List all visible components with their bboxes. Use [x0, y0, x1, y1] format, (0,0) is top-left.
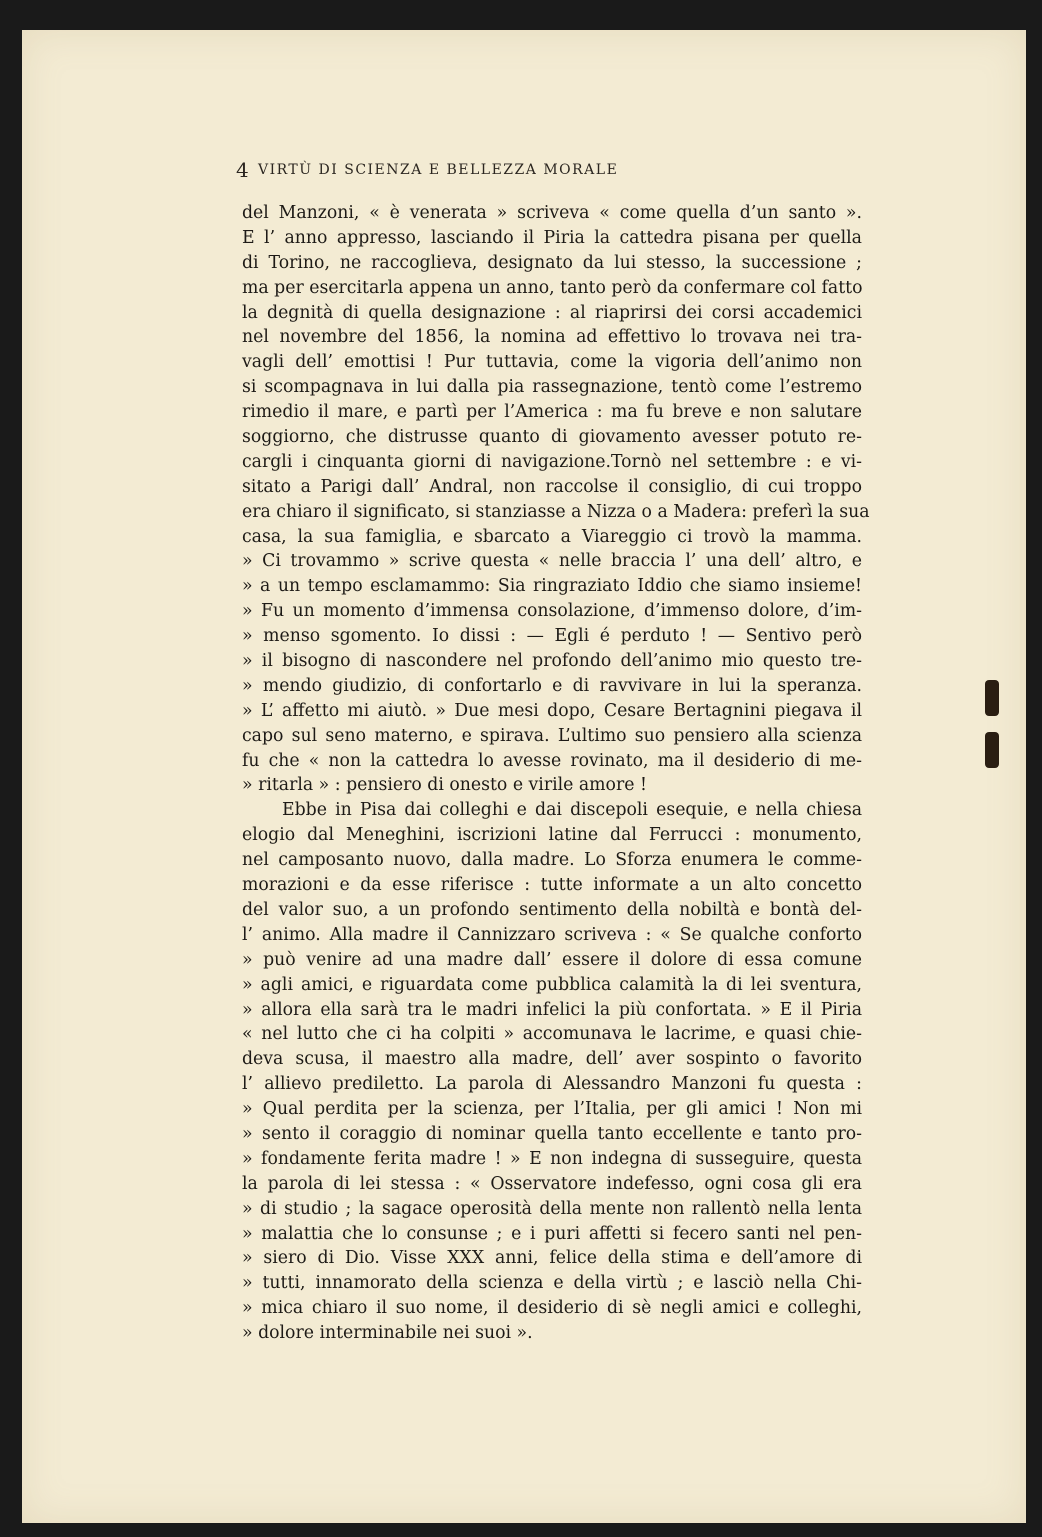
- text-line: » può venire ad una madre dall’ essere il dolore di essa comune: [242, 949, 862, 970]
- running-title: VIRTÙ DI SCIENZA E BELLEZZA MORALE: [258, 162, 619, 178]
- text-line: » di studio ; la sagace operosità della mente non rallentò nella lenta: [242, 1198, 862, 1219]
- text-line: cargli i cinquanta giorni di navigazione.Tornò nel settembre : e vi-: [242, 451, 862, 472]
- text-line: era chiaro il significato, si stanziasse a Nizza o a Madera: preferì la sua: [242, 501, 870, 522]
- page-number: 4: [236, 158, 250, 182]
- text-line: sitato a Parigi dall’ Andral, non raccolse il consiglio, di cui troppo: [242, 476, 862, 497]
- text-line: » Fu un momento d’immensa consolazione, d’immenso dolore, d’im-: [242, 601, 862, 622]
- text-line: E l’ anno appresso, lasciando il Piria la cattedra pisana per quella: [242, 227, 862, 248]
- text-line: morazioni e da esse riferisce : tutte informate a un alto concetto: [242, 875, 862, 896]
- text-line: » mica chiaro il suo nome, il desiderio di sè negli amici e colleghi,: [242, 1298, 862, 1319]
- text-line: » tutti, innamorato della scienza e della virtù ; e lasciò nella Chi-: [242, 1273, 862, 1294]
- text-line: » L’ affetto mi aiutò. » Due mesi dopo, Cesare Bertagnini piegava il: [242, 700, 862, 721]
- text-line: nel novembre del 1856, la nomina ad effettivo lo trovava nei tra-: [242, 327, 862, 348]
- text-line: » Ci trovammo » scrive questa « nelle braccia l’ una dell’ altro, e: [242, 551, 862, 572]
- margin-ink-mark: [985, 732, 999, 768]
- text-line: fu che « non la cattedra lo avesse rovinato, ma il desiderio di me-: [242, 750, 862, 771]
- text-line: nel camposanto nuovo, dalla madre. Lo Sforza enumera le comme-: [242, 850, 862, 871]
- body-text: [242, 201, 870, 1346]
- text-line: » fondamente ferita madre ! » E non indegna di susseguire, questa: [242, 1148, 862, 1169]
- text-line: » mendo giudizio, di confortarlo e di ravvivare in lui la speranza.: [242, 675, 862, 696]
- text-line: » agli amici, e riguardata come pubblica calamità la di lei sventura,: [242, 974, 862, 995]
- text-line: » dolore interminabile nei suoi ».: [242, 1323, 533, 1344]
- text-line: la degnità di quella designazione : al riaprirsi dei corsi accademici: [242, 302, 862, 323]
- text-line: » allora ella sarà tra le madri infelici la più confortata. » E il Piria: [242, 999, 862, 1020]
- text-line: l’ allievo prediletto. La parola di Alessandro Manzoni fu questa :: [242, 1074, 862, 1095]
- text-line: del valor suo, a un profondo sentimento della nobiltà e bontà del-: [242, 899, 862, 920]
- text-line: » siero di Dio. Visse XXX anni, felice della stima e dell’amore di: [242, 1248, 862, 1269]
- text-line: deva scusa, il maestro alla madre, dell’ aver sospinto o favorito: [242, 1049, 862, 1070]
- text-line: vagli dell’ emottisi ! Pur tuttavia, come la vigoria dell’animo non: [242, 352, 862, 373]
- text-line: Ebbe in Pisa dai colleghi e dai discepoli esequie, e nella chiesa: [282, 800, 862, 821]
- text-line: elogio dal Meneghini, iscrizioni latine dal Ferrucci : monumento,: [242, 825, 862, 846]
- text-line: » sento il coraggio di nominar quella tanto eccellente e tanto pro-: [242, 1123, 862, 1144]
- text-line: soggiorno, che distrusse quanto di giovamento avesser potuto re-: [242, 427, 862, 448]
- text-line: l’ animo. Alla madre il Cannizzaro scriveva : « Se qualche conforto: [242, 924, 862, 945]
- text-line: » a un tempo esclamammo: Sia ringraziato Iddio che siamo insieme!: [242, 576, 862, 597]
- text-line: la parola di lei stessa : « Osservatore indefesso, ogni cosa gli era: [242, 1173, 862, 1194]
- text-line: ma per esercitarla appena un anno, tanto però da confermare col fatto: [242, 277, 863, 298]
- text-line: « nel lutto che ci ha colpiti » accomunava le lacrime, e quasi chie-: [242, 1024, 862, 1045]
- text-line: » ritarla » : pensiero di onesto e virile amore !: [242, 775, 647, 796]
- text-line: di Torino, ne raccoglieva, designato da lui stesso, la successione ;: [242, 252, 862, 273]
- text-line: si scompagnava in lui dalla pia rassegnazione, tentò come l’estremo: [242, 377, 862, 398]
- text-line: rimedio il mare, e partì per l’America : ma fu breve e non salutare: [242, 402, 862, 423]
- text-line: capo sul seno materno, e spirava. L’ultimo suo pensiero alla scienza: [242, 725, 862, 746]
- margin-ink-mark: [985, 680, 999, 716]
- text-line: del Manzoni, « è venerata » scriveva « come quella d’un santo ».: [242, 203, 862, 223]
- text-line: casa, la sua famiglia, e sbarcato a Viareggio ci trovò la mamma.: [242, 526, 862, 547]
- text-line: » menso sgomento. Io dissi : — Egli é perduto ! — Sentivo però: [242, 626, 862, 647]
- text-line: » Qual perdita per la scienza, per l’Italia, per gli amici ! Non mi: [242, 1099, 862, 1120]
- text-line: » il bisogno di nascondere nel profondo dell’animo mio questo tre-: [242, 651, 862, 672]
- text-line: » malattia che lo consunse ; e i puri affetti si fecero santi nel pen-: [242, 1223, 862, 1244]
